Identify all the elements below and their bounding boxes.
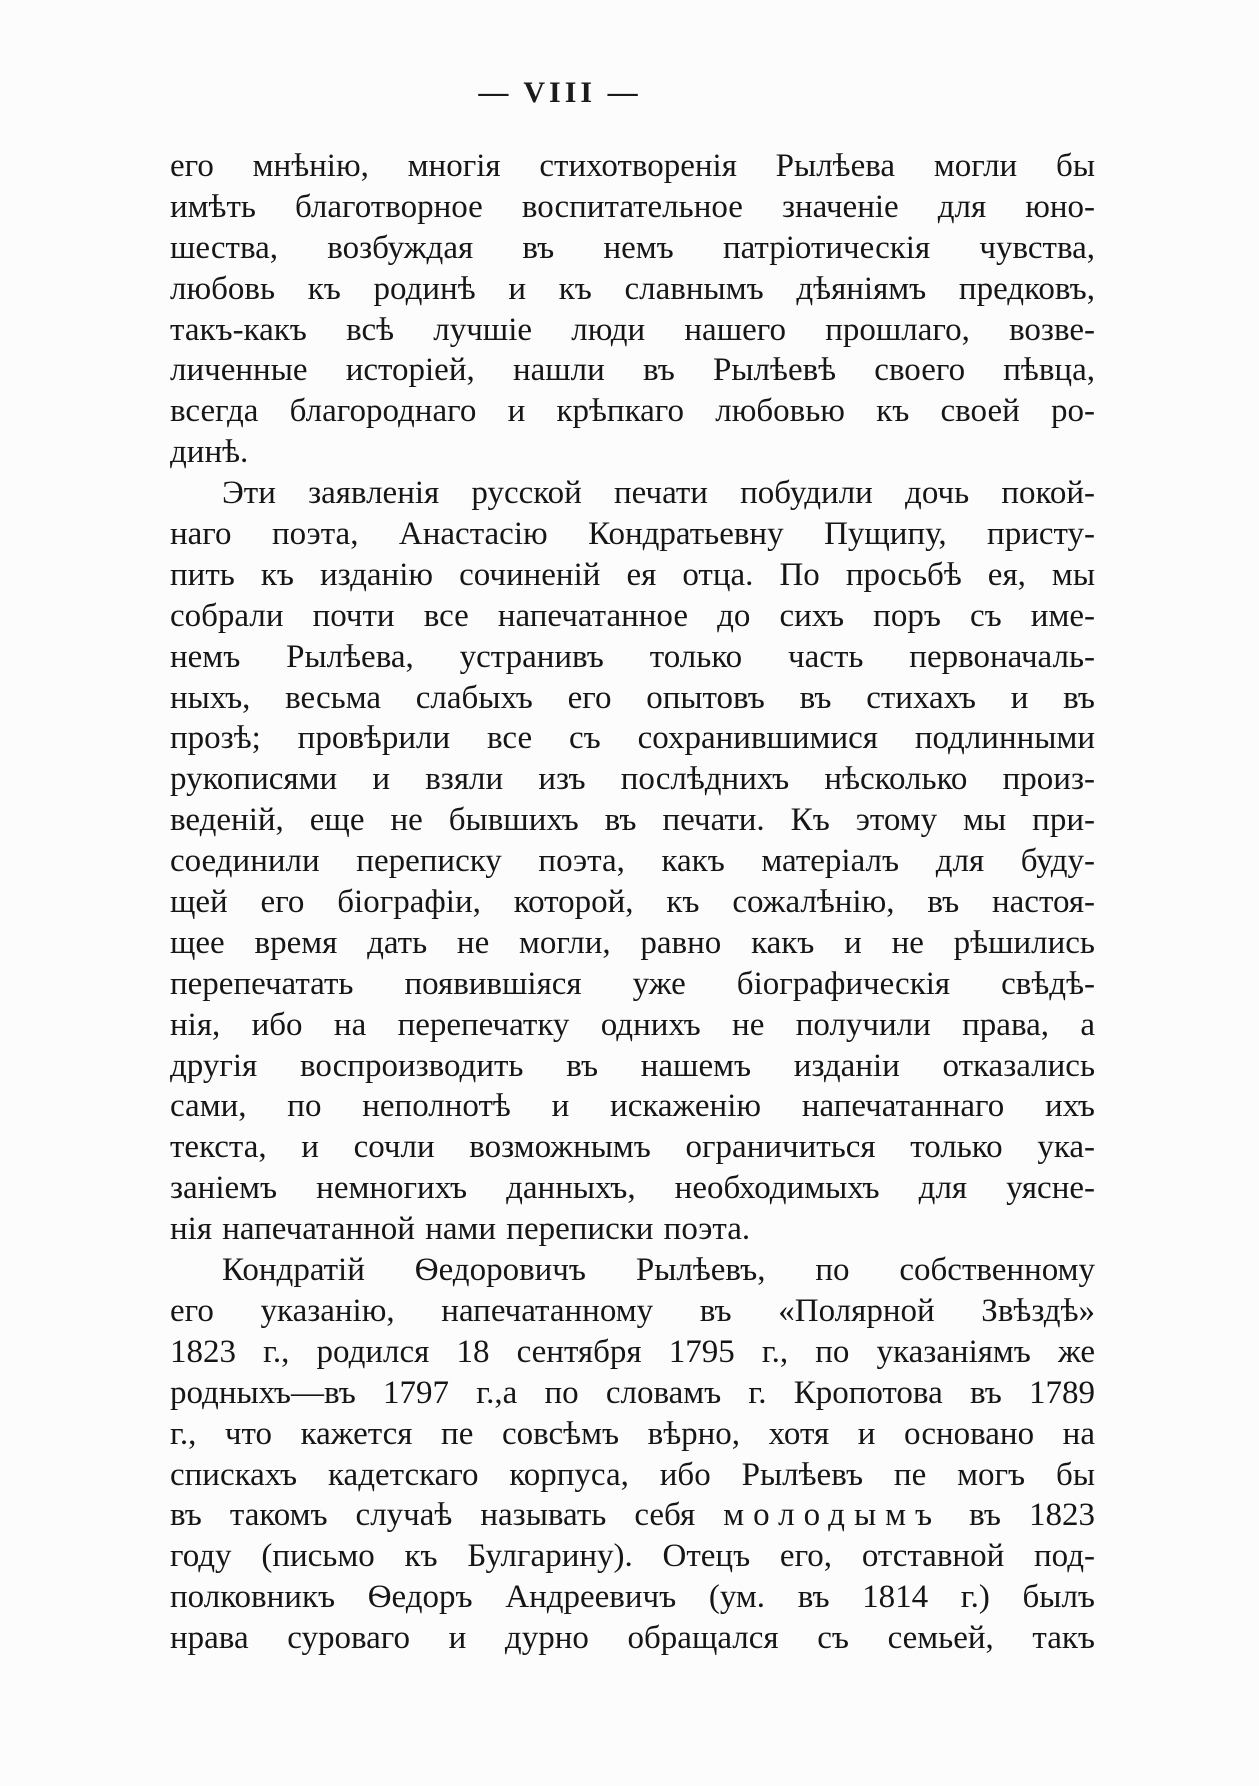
text-line: 1823 г., родился 18 сентября 1795 г., по указаніямъ же: [170, 1333, 1095, 1370]
text-line: нрава суроваго и дурно обращался съ семьей, такъ: [170, 1620, 1095, 1657]
text-line: рукописями и взяли изъ послѣднихъ нѣсколько произ-: [170, 761, 1095, 798]
text-line: сами, по неполнотѣ и искаженію напечатаннаго ихъ: [170, 1088, 1095, 1125]
text-line: щей его біографіи, которой, къ сожалѣнію, въ настоя-: [170, 884, 1095, 921]
text-line: имѣть благотворное воспитательное значеніе для юно-: [170, 188, 1095, 225]
paragraph: [170, 1250, 1095, 1659]
text-line: Кондратій Ѳедоровичъ Рылѣевъ, по собственному: [222, 1252, 1095, 1289]
text-line: соединили переписку поэта, какъ матеріалъ для буду-: [170, 843, 1095, 880]
text-line: веденій, еще не бывшихъ въ печати. Къ этому мы при-: [170, 802, 1095, 839]
text-line: щее время дать не могли, равно какъ и не рѣшились: [170, 924, 1095, 961]
text-line: г., что кажется пе совсѣмъ вѣрно, хотя и основано на: [170, 1415, 1095, 1452]
page-number: — VIII —: [478, 76, 642, 109]
text-line: нія, ибо на перепечатку однихъ не получили права, а: [170, 1006, 1095, 1043]
text-line: любовь къ родинѣ и къ славнымъ дѣяніямъ предковъ,: [170, 270, 1095, 307]
text-line: немъ Рылѣева, устранивъ только часть первоначаль-: [170, 638, 1095, 675]
text-line: такъ-какъ всѣ лучшіе люди нашего прошлаго, возве-: [170, 311, 1095, 348]
text-line: текста, и сочли возможнымъ ограничиться только ука-: [170, 1129, 1095, 1166]
text-line: ныхъ, весьма слабыхъ его опытовъ въ стихахъ и въ: [170, 679, 1095, 716]
text-line: прозѣ; провѣрили все съ сохранившимися подлинными: [170, 720, 1095, 757]
text-line: личенные исторіей, нашли въ Рылѣевѣ своего пѣвца,: [170, 352, 1095, 389]
text-line: полковникъ Ѳедоръ Андреевичъ (ум. въ 1814 г.) былъ: [170, 1579, 1095, 1616]
text-line: [170, 1495, 1095, 1536]
text-line: другія воспроизводить въ нашемъ изданіи отказались: [170, 1047, 1095, 1084]
text-line: родныхъ—въ 1797 г.,а по словамъ г. Кропотова въ 1789: [170, 1374, 1095, 1411]
text-line: заніемъ немногихъ данныхъ, необходимыхъ для уясне-: [170, 1170, 1095, 1207]
text-line: шества, возбуждая въ немъ патріотическія чувства,: [170, 229, 1095, 266]
text-line: его указанію, напечатанному въ «Полярной Звѣздѣ»: [170, 1292, 1095, 1329]
text-line: динѣ.: [170, 434, 249, 471]
text-line: Эти заявленія русской печати побудили дочь покой-: [222, 475, 1095, 512]
text-line: наго поэта, Анастасію Кондратьевну Пущипу, присту-: [170, 516, 1095, 553]
paragraph: [170, 473, 1095, 1250]
text-line: пить къ изданію сочиненій ея отца. По просьбѣ ея, мы: [170, 556, 1095, 593]
text-line: нія напечатанной нами переписки поэта.: [170, 1211, 751, 1248]
text-line: его мнѣнію, многія стихотворенія Рылѣева могли бы: [170, 148, 1095, 184]
text-line: перепечатать появившіяся уже біографическія свѣдѣ-: [170, 965, 1095, 1002]
paragraph: [170, 146, 1095, 473]
text-block: [170, 146, 1095, 1659]
text-segment: въ 1823: [941, 1497, 1095, 1534]
text-line: собрали почти все напечатанное до сихъ поръ съ име-: [170, 597, 1095, 634]
text-line: спискахъ кадетскаго корпуса, ибо Рылѣевъ пе могъ бы: [170, 1456, 1095, 1493]
text-line: всегда благороднаго и крѣпкаго любовью къ своей ро-: [170, 393, 1095, 430]
text-line: году (письмо къ Булгарину). Отецъ его, отставной под-: [170, 1538, 1095, 1575]
text-segment: въ такомъ случаѣ называть себя: [170, 1497, 724, 1534]
emphasized-word: молодымъ: [723, 1497, 942, 1534]
